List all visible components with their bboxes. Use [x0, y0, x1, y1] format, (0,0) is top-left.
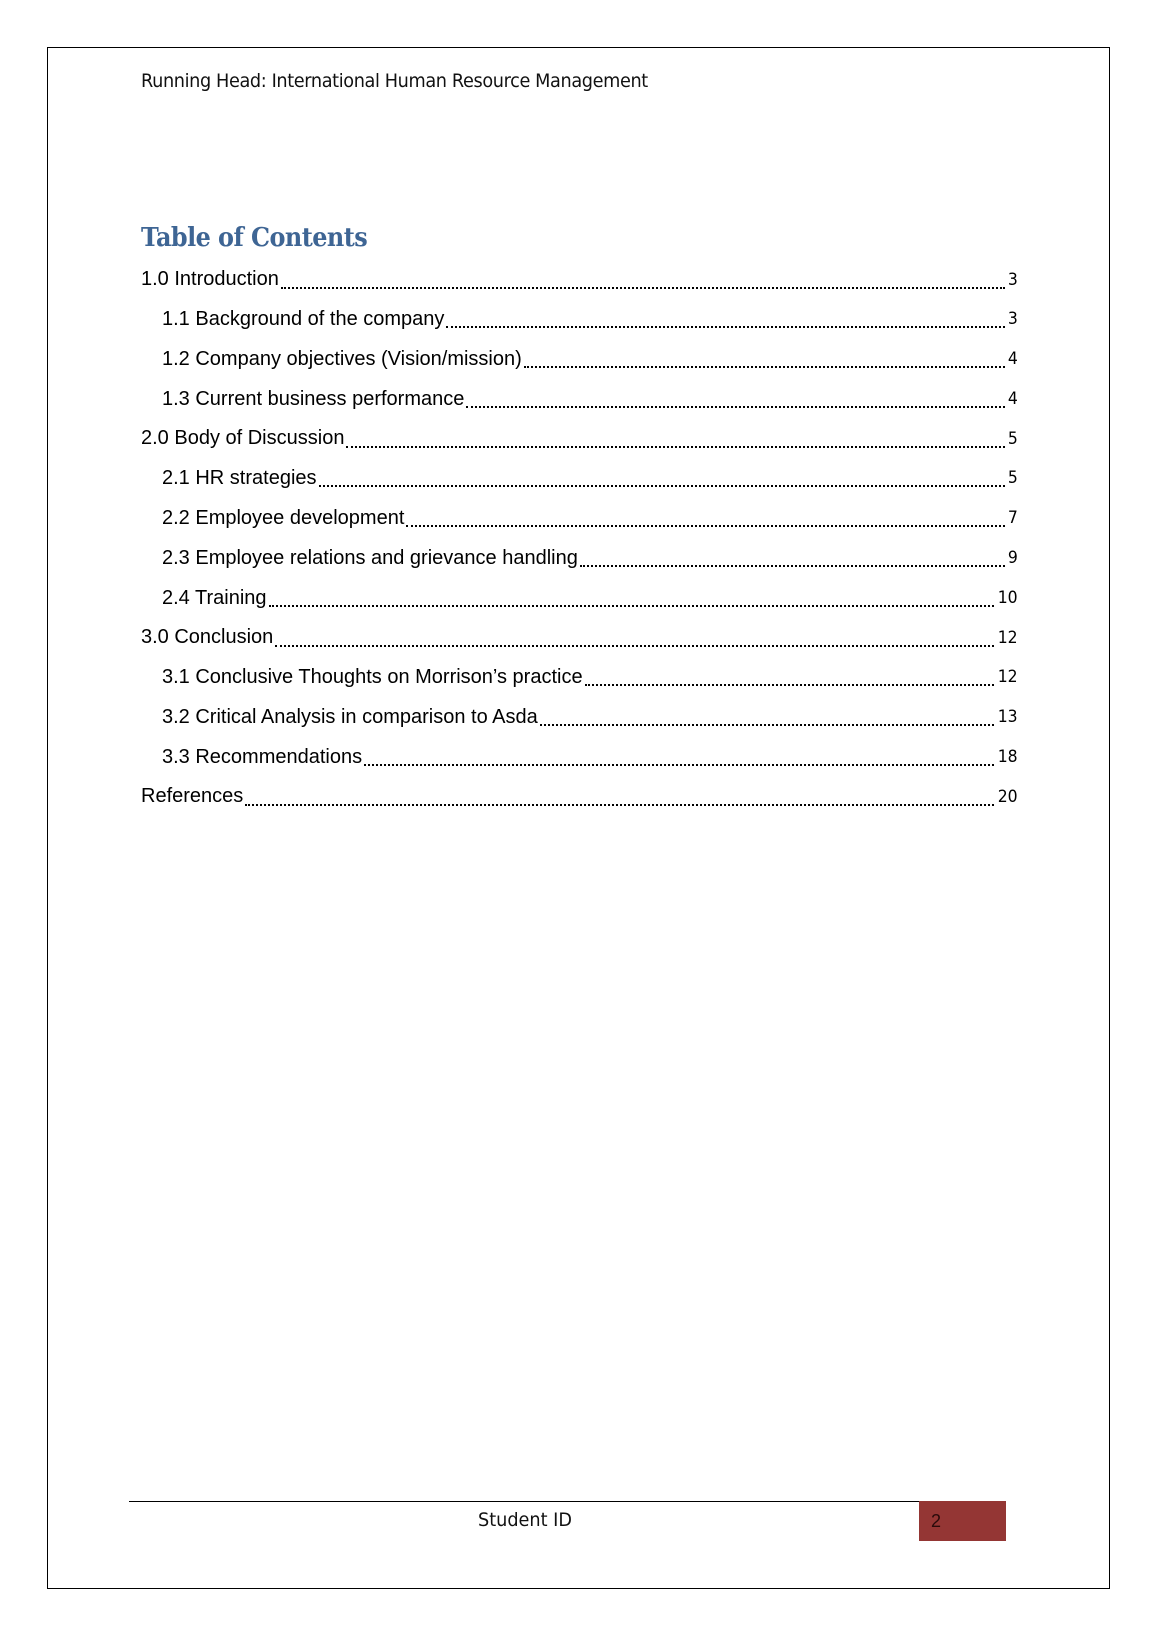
dot-leader	[540, 722, 995, 726]
toc-entry[interactable]	[141, 419, 1018, 458]
toc-entry-label: References	[141, 785, 244, 807]
table-of-contents	[141, 260, 1018, 816]
dot-leader	[275, 643, 994, 647]
toc-entry-label: 3.1 Conclusive Thoughts on Morrison’s practice	[162, 665, 583, 688]
dot-leader	[269, 603, 995, 607]
toc-entry-page: 4	[1008, 389, 1018, 409]
toc-entry-page: 12	[998, 667, 1018, 687]
toc-entry-label: 1.3 Current business performance	[162, 387, 465, 410]
toc-entry-page: 3	[1008, 309, 1018, 329]
toc-entry-label: 1.2 Company objectives (Vision/mission)	[162, 347, 522, 370]
toc-entry-page: 5	[1008, 468, 1018, 488]
toc-entry-label: 2.1 HR strategies	[162, 466, 317, 489]
dot-leader	[580, 563, 1005, 567]
toc-title: Table of Contents	[141, 223, 368, 253]
toc-entry-page: 13	[998, 707, 1018, 727]
toc-entry-page: 18	[998, 747, 1018, 767]
footer-student-id: Student ID	[477, 1509, 572, 1531]
dot-leader	[446, 324, 1005, 328]
toc-entry-label: 2.3 Employee relations and grievance handling	[162, 546, 578, 569]
toc-entry[interactable]	[141, 777, 1018, 816]
toc-entry[interactable]	[141, 618, 1018, 657]
toc-entry[interactable]	[141, 339, 1018, 379]
toc-entry[interactable]	[141, 379, 1018, 419]
toc-entry-label: 2.0 Body of Discussion	[141, 427, 345, 449]
toc-entry[interactable]	[141, 578, 1018, 618]
toc-entry[interactable]	[141, 538, 1018, 578]
toc-entry-label: 2.2 Employee development	[162, 506, 405, 529]
toc-entry[interactable]	[141, 299, 1018, 339]
toc-entry-label: 3.0 Conclusion	[141, 626, 274, 648]
toc-entry-label: 1.1 Background of the company	[162, 307, 445, 330]
toc-entry-label: 2.4 Training	[162, 586, 267, 609]
dot-leader	[319, 483, 1006, 487]
toc-entry-page: 7	[1008, 508, 1018, 528]
dot-leader	[364, 762, 994, 766]
toc-entry[interactable]	[141, 737, 1018, 777]
toc-entry[interactable]	[141, 498, 1018, 538]
page-number: 2	[931, 1510, 942, 1531]
dot-leader	[245, 802, 994, 806]
dot-leader	[585, 682, 995, 686]
toc-entry[interactable]	[141, 697, 1018, 737]
page-number-badge	[919, 1501, 1006, 1541]
dot-leader	[524, 364, 1005, 368]
toc-entry-page: 3	[1008, 269, 1018, 290]
dot-leader	[281, 285, 1005, 289]
footer-divider	[129, 1501, 920, 1502]
dot-leader	[406, 523, 1005, 527]
toc-entry[interactable]	[141, 458, 1018, 498]
dot-leader	[466, 404, 1005, 408]
toc-entry-page: 10	[998, 588, 1018, 608]
toc-entry-page: 20	[998, 786, 1018, 807]
running-head: Running Head: International Human Resource Management	[141, 70, 648, 92]
toc-entry-page: 9	[1008, 548, 1018, 568]
toc-entry[interactable]	[141, 657, 1018, 697]
toc-entry-label: 3.3 Recommendations	[162, 745, 363, 768]
toc-entry-label: 3.2 Critical Analysis in comparison to Asda	[162, 705, 538, 728]
dot-leader	[346, 444, 1005, 448]
toc-entry-label: 1.0 Introduction	[141, 268, 279, 290]
toc-entry-page: 4	[1008, 349, 1018, 369]
toc-entry[interactable]	[141, 260, 1018, 299]
toc-entry-page: 12	[998, 627, 1018, 648]
toc-entry-page: 5	[1008, 428, 1018, 449]
